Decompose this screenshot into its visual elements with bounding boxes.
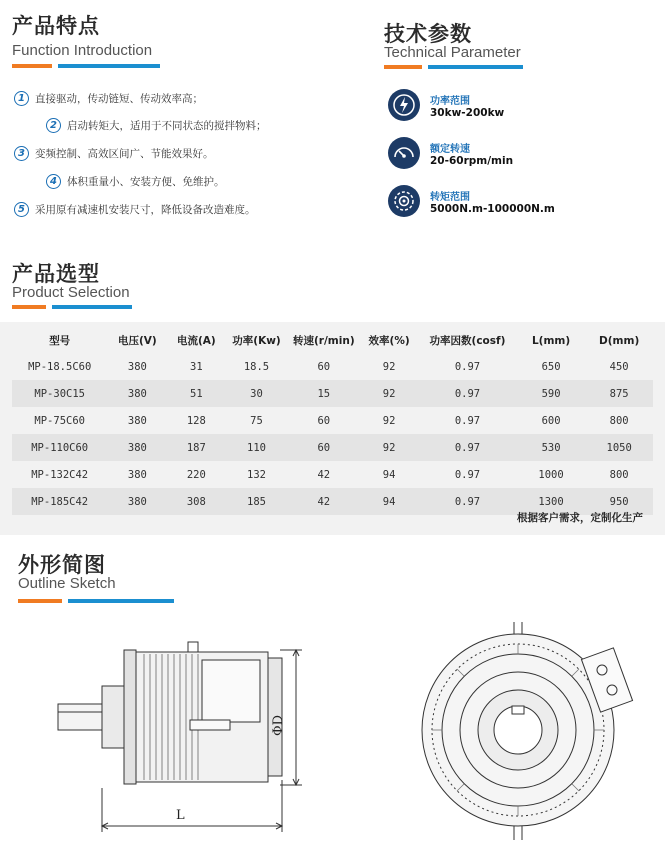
table-cell: 450 xyxy=(609,360,629,373)
col-header: D(mm) xyxy=(599,334,640,347)
table-cell: 60 xyxy=(317,360,331,373)
table-cell: 0.97 xyxy=(454,414,481,427)
number-2-icon: 2 xyxy=(46,118,61,133)
param-label: 转矩范围 xyxy=(430,191,470,203)
col-header: 效率(%) xyxy=(368,335,410,347)
dimension-L-label: L xyxy=(176,808,185,823)
table-cell: 800 xyxy=(609,468,629,481)
table-cell: 42 xyxy=(288,488,360,515)
table-cell: 30 xyxy=(225,380,287,407)
col-header: 电流(A) xyxy=(176,335,216,347)
table-row xyxy=(12,353,653,380)
param-power xyxy=(388,89,504,121)
table-cell: 94 xyxy=(382,468,396,481)
technical-underline xyxy=(384,65,523,69)
table-cell: 60 xyxy=(288,434,360,461)
table-cell: 132 xyxy=(247,468,266,481)
table-cell: MP-185C42 xyxy=(12,488,107,515)
speed-gauge-icon xyxy=(388,137,420,169)
table-cell: 92 xyxy=(382,360,396,373)
table-cell: 380 xyxy=(107,434,167,461)
motor-front-view-sketch xyxy=(418,622,638,842)
feature-item-2 xyxy=(46,118,267,133)
table-row xyxy=(12,434,653,461)
feature-item-5 xyxy=(14,202,256,217)
table-cell: 31 xyxy=(190,360,203,373)
table-cell: 220 xyxy=(186,468,206,481)
table-cell: 1050 xyxy=(585,434,653,461)
table-cell: 42 xyxy=(317,468,331,481)
feature-item-4 xyxy=(46,174,225,189)
table-cell: 0.97 xyxy=(454,468,481,481)
table-cell: 0.97 xyxy=(418,488,517,515)
table-cell: 800 xyxy=(609,414,629,427)
selection-table-panel xyxy=(0,322,665,535)
param-torque xyxy=(388,185,555,217)
table-cell: 308 xyxy=(167,488,225,515)
col-header: 电压(V) xyxy=(117,335,157,347)
feature-text: 变频控制、高效区间广、节能效果好。 xyxy=(35,148,214,160)
custom-note: 根据客户需求，定制化生产 xyxy=(517,512,643,524)
table-cell: 110 xyxy=(225,434,287,461)
table-cell: 1300 xyxy=(517,488,586,515)
feature-item-1 xyxy=(14,91,203,106)
table-cell: 187 xyxy=(167,434,225,461)
param-value: 30kw-200kw xyxy=(430,106,505,119)
table-cell: 92 xyxy=(360,380,418,407)
param-label: 额定转速 xyxy=(430,143,470,155)
number-5-icon: 5 xyxy=(14,202,29,217)
table-cell: 950 xyxy=(585,488,653,515)
table-cell: 92 xyxy=(382,414,396,427)
table-cell: MP-110C60 xyxy=(12,434,107,461)
col-header: 型号 xyxy=(49,335,71,347)
technical-title-zh: 技术参数 xyxy=(384,22,472,46)
table-cell: 92 xyxy=(360,434,418,461)
table-row xyxy=(12,461,653,488)
selection-underline xyxy=(12,305,132,309)
table-cell: 94 xyxy=(360,488,418,515)
table-cell: 0.97 xyxy=(418,434,517,461)
col-header: 转速(r/min) xyxy=(293,335,355,347)
col-header: 功率因数(cosf) xyxy=(429,335,506,347)
outline-underline xyxy=(18,599,174,603)
selection-title-zh: 产品选型 xyxy=(12,262,100,286)
table-cell: MP-75C60 xyxy=(34,414,85,427)
param-value: 20-60rpm/min xyxy=(430,154,514,167)
torque-icon xyxy=(388,185,420,217)
table-cell: 15 xyxy=(288,380,360,407)
table-cell: 600 xyxy=(541,414,561,427)
col-header: 功率(Kw) xyxy=(232,335,281,347)
param-label: 功率范围 xyxy=(430,95,470,107)
param-value: 5000N.m-100000N.m xyxy=(430,202,555,215)
table-cell: 18.5 xyxy=(243,360,270,373)
table-cell: 60 xyxy=(317,414,331,427)
table-cell: 51 xyxy=(167,380,225,407)
table-cell: 0.97 xyxy=(418,380,517,407)
table-cell: 380 xyxy=(107,488,167,515)
feature-text: 直接驱动，传动链短、传动效率高； xyxy=(35,93,203,105)
lightning-icon xyxy=(388,89,420,121)
function-title-en: Function Introduction xyxy=(12,42,153,59)
table-cell: 185 xyxy=(225,488,287,515)
table-header-row xyxy=(12,328,653,353)
table-cell: 530 xyxy=(517,434,586,461)
selection-table xyxy=(12,328,653,515)
table-cell: 128 xyxy=(186,414,206,427)
table-cell: 75 xyxy=(250,414,263,427)
table-row xyxy=(12,407,653,434)
number-1-icon: 1 xyxy=(14,91,29,106)
table-cell: 1000 xyxy=(538,468,564,481)
technical-title-en: Technical Parameter xyxy=(384,44,521,61)
table-cell: 380 xyxy=(127,468,147,481)
table-cell: MP-132C42 xyxy=(31,468,89,481)
table-cell: 380 xyxy=(127,414,147,427)
feature-text: 启动转矩大，适用于不同状态的搅拌物料； xyxy=(67,120,267,132)
table-cell: 590 xyxy=(517,380,586,407)
table-cell: 875 xyxy=(585,380,653,407)
table-cell: 0.97 xyxy=(454,360,481,373)
number-3-icon: 3 xyxy=(14,146,29,161)
feature-text: 采用原有减速机安装尺寸，降低设备改造难度。 xyxy=(35,204,256,216)
function-title-zh: 产品特点 xyxy=(12,14,100,38)
col-header: L(mm) xyxy=(531,334,571,347)
table-cell: 380 xyxy=(107,380,167,407)
outline-title-en: Outline Sketch xyxy=(18,575,116,592)
outline-title-zh: 外形简图 xyxy=(18,553,106,577)
table-cell: MP-18.5C60 xyxy=(28,360,92,373)
table-row xyxy=(12,380,653,407)
param-speed xyxy=(388,137,513,169)
number-4-icon: 4 xyxy=(46,174,61,189)
table-cell: 380 xyxy=(127,360,147,373)
table-cell: 650 xyxy=(541,360,561,373)
table-cell: MP-30C15 xyxy=(12,380,107,407)
feature-text: 体积重量小、安装方便、免维护。 xyxy=(67,176,225,188)
dimension-D-label: ΦD xyxy=(271,714,287,737)
selection-title-en: Product Selection xyxy=(12,284,130,301)
function-underline xyxy=(12,64,160,68)
feature-item-3 xyxy=(14,146,214,161)
